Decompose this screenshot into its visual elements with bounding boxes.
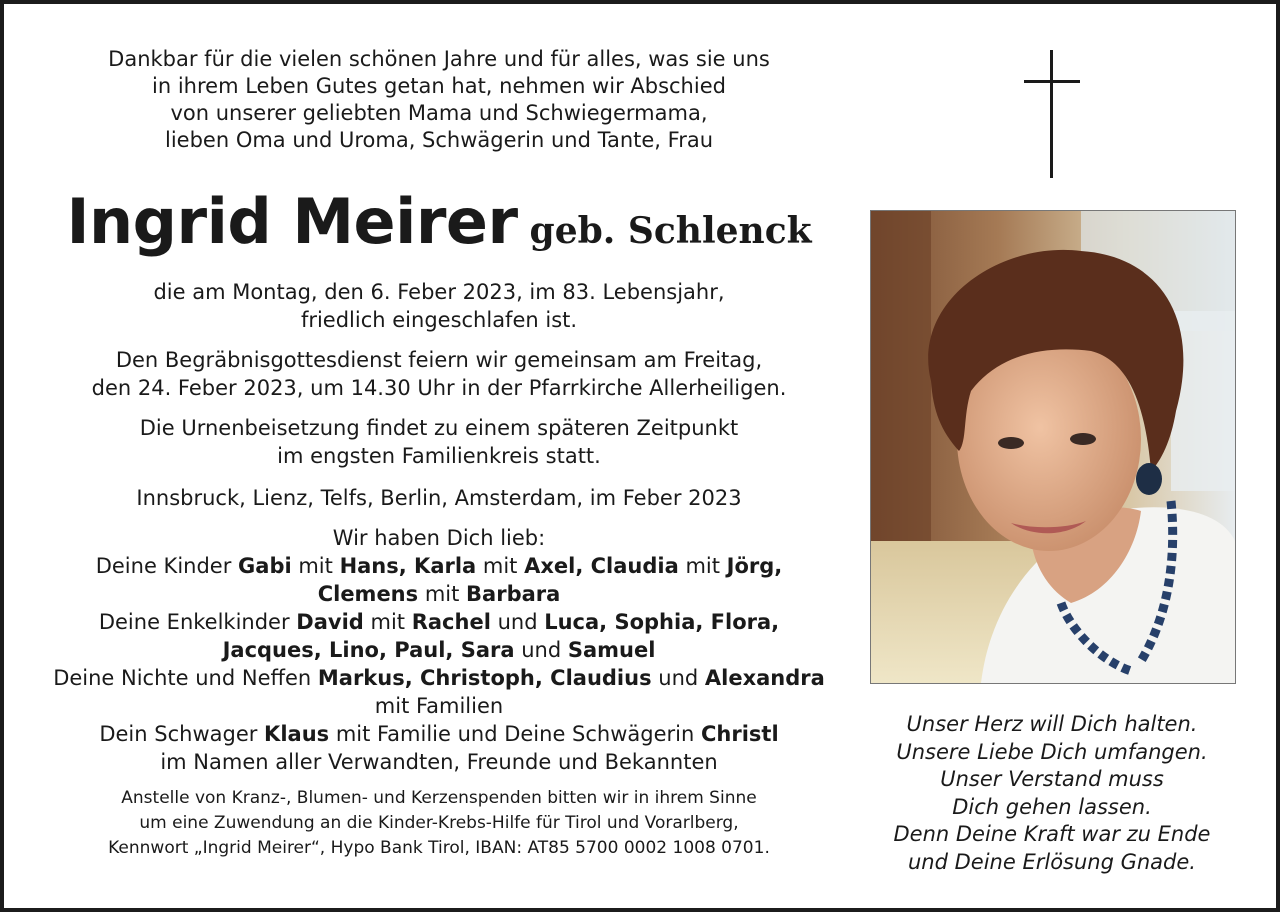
family-name: Clemens (317, 582, 419, 606)
family-name: Luca, Sophia, Flora, (544, 610, 780, 634)
family-text: mit (363, 610, 412, 634)
family-name: David (296, 610, 364, 634)
poem-line: Denn Deine Kraft war zu Ende (893, 822, 1211, 846)
family-list (44, 552, 834, 776)
family-text: und (651, 666, 705, 690)
family-text: mit (678, 554, 727, 578)
donation-line: um eine Zuwendung an die Kinder-Krebs-Hilfe für Tirol und Vorarlberg, (139, 813, 739, 833)
love-line: Wir haben Dich lieb: (332, 526, 546, 550)
poem-line: und Deine Erlösung Gnade. (908, 849, 1196, 874)
family-name: Axel, Claudia (524, 554, 679, 578)
funeral-service (44, 346, 834, 402)
family-name: Alexandra (704, 666, 825, 690)
deceased-name-main: Ingrid Meirer (66, 185, 518, 258)
death-line: friedlich eingeschlafen ist. (300, 308, 578, 332)
family-name: Jörg, (726, 554, 783, 578)
deceased-birth-name: geb. Schlenck (529, 210, 812, 252)
main-text-column (44, 42, 834, 861)
others-line: im Namen aller Verwandten, Freunde und Bekannten (160, 750, 718, 774)
niece-nephew-line (44, 664, 834, 692)
urn-line: Die Urnenbeisetzung findet zu einem späteren Zeitpunkt (139, 416, 739, 440)
intro-line: von unserer geliebten Mama und Schwiegermama, (170, 101, 708, 125)
family-text: mit (476, 554, 525, 578)
poem-line: Unsere Liebe Dich umfangen. (896, 739, 1208, 764)
urn-burial (44, 414, 834, 470)
poem-line: Unser Verstand muss (940, 767, 1164, 791)
family-text: mit Familie und Deine Schwägerin (329, 722, 701, 746)
family-name: Christl (700, 722, 779, 746)
family-text: Deine Kinder (95, 554, 239, 578)
service-line: den 24. Feber 2023, um 14.30 Uhr in der Pfarrkirche Allerheiligen. (91, 376, 787, 400)
intro-line: Dankbar für die vielen schönen Jahre und für alles, was sie uns (108, 47, 770, 71)
poem (870, 711, 1234, 876)
family-text: Deine Nichte und Neffen (53, 666, 318, 690)
children-line (44, 552, 834, 580)
family-text: Deine Enkelkinder (98, 610, 297, 634)
death-line: die am Montag, den 6. Feber 2023, im 83. Lebensjahr, (153, 280, 725, 304)
children-line (44, 580, 834, 608)
family-text: Dein Schwager (99, 722, 265, 746)
donation-request (44, 786, 834, 861)
family-name: Rachel (411, 610, 491, 634)
family-text: mit (418, 582, 467, 606)
family-name: Jacques, Lino, Paul, Sara (222, 638, 515, 662)
poem-line: Unser Herz will Dich halten. (906, 712, 1198, 736)
intro-line: in ihrem Leben Gutes getan hat, nehmen wir Abschied (152, 74, 726, 98)
donation-line: Anstelle von Kranz-, Blumen- und Kerzenspenden bitten wir in ihrem Sinne (121, 788, 757, 808)
service-line: Den Begräbnisgottesdienst feiern wir gemeinsam am Freitag, (115, 348, 763, 372)
urn-line: im engsten Familienkreis statt. (277, 444, 601, 468)
deceased-name (44, 185, 834, 268)
family-text: und (490, 610, 545, 634)
portrait-photo (870, 210, 1236, 684)
death-notice (44, 278, 834, 334)
family-name: Hans, Karla (339, 554, 477, 578)
places-date: Innsbruck, Lienz, Telfs, Berlin, Amsterdam, im Feber 2023 (136, 486, 742, 510)
family-name: Barbara (466, 582, 561, 606)
niece-nephew-line: mit Familien (374, 694, 504, 718)
family-name: Klaus (264, 722, 330, 746)
grandchildren-line (44, 636, 834, 664)
family-name: Gabi (238, 554, 292, 578)
family-text: und (514, 638, 568, 662)
poem-line: Dich gehen lassen. (952, 794, 1152, 819)
intro-line: lieben Oma und Uroma, Schwägerin und Tante, Frau (165, 128, 713, 152)
family-text: mit (291, 554, 340, 578)
donation-line: Kennwort „Ingrid Meirer“, Hypo Bank Tirol, IBAN: AT85 5700 0002 1008 0701. (108, 838, 770, 858)
intro-text (44, 46, 834, 154)
cross-icon (1024, 50, 1080, 178)
in-law-line (44, 720, 834, 748)
family-name: Samuel (567, 638, 656, 662)
family-name: Markus, Christoph, Claudius (317, 666, 652, 690)
grandchildren-line (44, 608, 834, 636)
